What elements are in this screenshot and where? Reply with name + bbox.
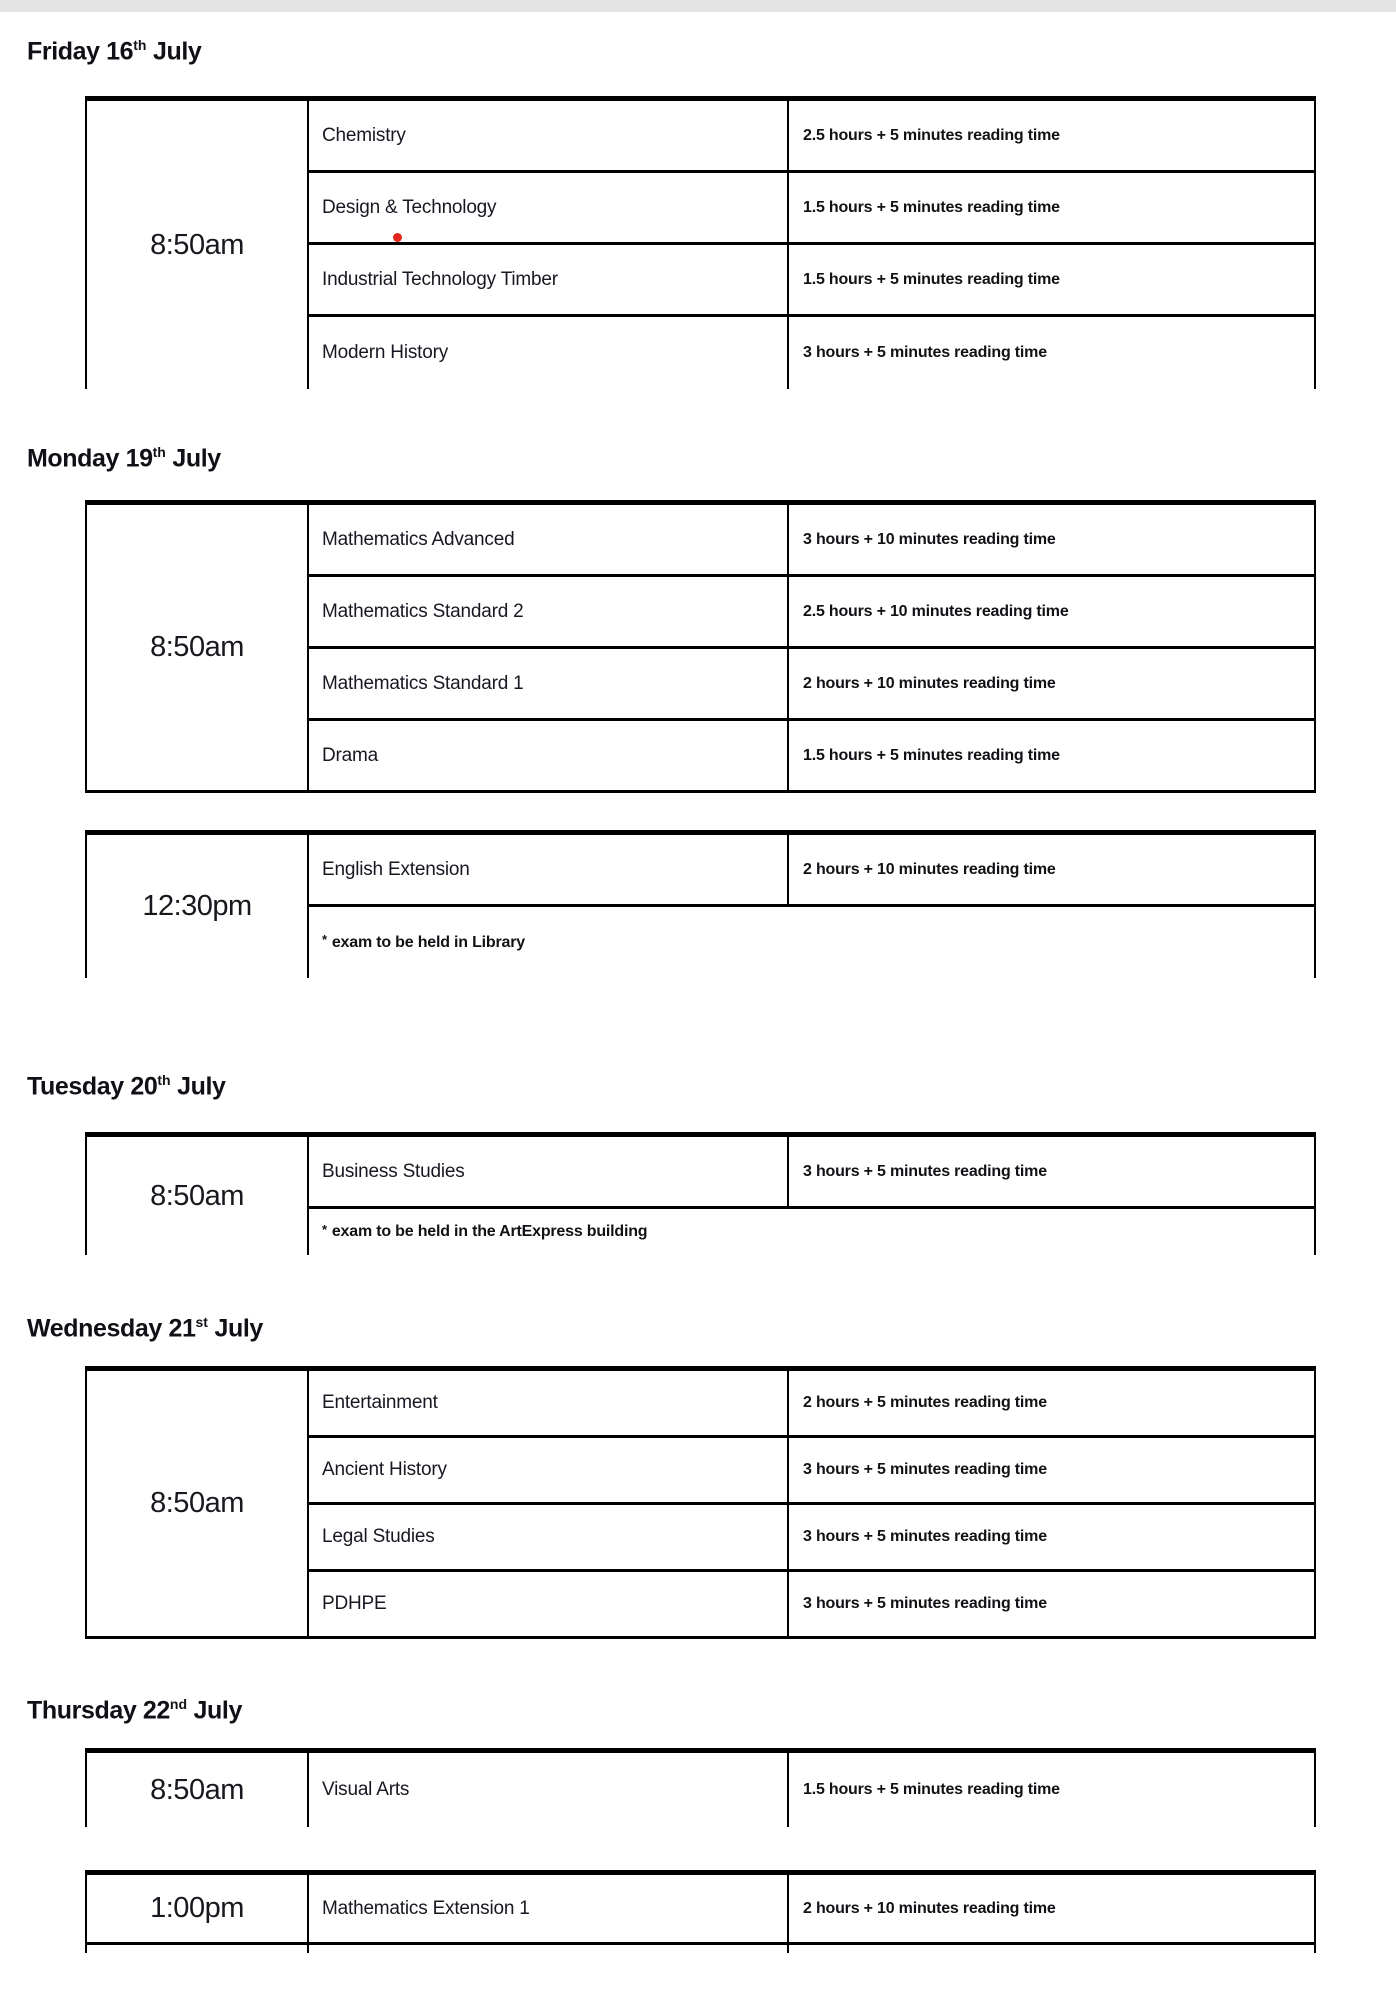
exam-time: 8:50am — [87, 505, 309, 793]
exam-time: 8:50am — [87, 1753, 309, 1827]
clipped-row-stub — [309, 1945, 789, 1953]
exam-duration: 2 hours + 10 minutes reading time — [789, 835, 1314, 907]
exam-duration: 2 hours + 5 minutes reading time — [789, 1371, 1314, 1438]
exam-subject — [309, 173, 789, 245]
exam-duration: 2.5 hours + 10 minutes reading time — [789, 577, 1314, 649]
exam-duration: 1.5 hours + 5 minutes reading time — [789, 1753, 1314, 1827]
exam-subject-label: Legal Studies — [322, 1526, 435, 1547]
exam-subject-label: Mathematics Extension 1 — [322, 1897, 530, 1919]
day-heading — [27, 1072, 226, 1101]
exam-duration: 2.5 hours + 5 minutes reading time — [789, 101, 1314, 173]
heading-month: July — [152, 37, 202, 66]
heading-date: 19 — [125, 444, 153, 473]
heading-month: July — [193, 1696, 242, 1725]
exam-subject-label: English Extension — [322, 858, 470, 880]
red-asterisk-marker — [393, 233, 402, 242]
exam-duration: 3 hours + 5 minutes reading time — [789, 1137, 1314, 1209]
exam-subject — [309, 577, 789, 649]
exam-subject-label: Mathematics Standard 1 — [322, 672, 524, 694]
exam-subject — [309, 835, 789, 907]
page-top-edge — [0, 0, 1396, 12]
footnote-star: * — [322, 932, 327, 947]
day-heading — [27, 1696, 242, 1725]
exam-duration: 3 hours + 5 minutes reading time — [789, 1438, 1314, 1505]
exam-subject-label: PDHPE — [322, 1593, 387, 1614]
heading-date: 22 — [142, 1696, 170, 1725]
exam-subject-label: Mathematics Advanced — [322, 528, 515, 550]
exam-subject-label: Design & Technology — [322, 196, 497, 218]
exam-session-table — [85, 96, 1316, 389]
heading-day: Thursday — [27, 1696, 137, 1725]
exam-subject — [309, 317, 789, 389]
exam-session-table — [85, 1366, 1316, 1639]
exam-subject-label: Chemistry — [322, 124, 406, 146]
heading-date: 20 — [130, 1072, 158, 1101]
exam-subject-label: Entertainment — [322, 1392, 438, 1413]
day-heading — [27, 37, 201, 66]
exam-session-table — [85, 500, 1316, 793]
exam-subject — [309, 1572, 789, 1639]
heading-date: 16 — [106, 37, 134, 66]
exam-time: 8:50am — [87, 1137, 309, 1255]
exam-subject — [309, 505, 789, 577]
heading-day: Friday — [27, 37, 100, 66]
footnote-text: exam to be held in the ArtExpress building — [331, 1223, 648, 1240]
exam-duration: 1.5 hours + 5 minutes reading time — [789, 173, 1314, 245]
exam-subject — [309, 245, 789, 317]
exam-duration: 3 hours + 5 minutes reading time — [789, 317, 1314, 389]
exam-subject-label: Industrial Technology Timber — [322, 268, 558, 290]
exam-subject — [309, 649, 789, 721]
heading-ordinal: th — [133, 37, 147, 53]
day-heading — [27, 444, 221, 473]
exam-session-table — [85, 830, 1316, 978]
exam-subject — [309, 1371, 789, 1438]
exam-duration: 2 hours + 10 minutes reading time — [789, 649, 1314, 721]
exam-subject — [309, 721, 789, 793]
exam-subject-label: Ancient History — [322, 1459, 447, 1480]
exam-time: 12:30pm — [87, 835, 309, 978]
exam-time: 1:00pm — [87, 1875, 309, 1945]
exam-duration: 1.5 hours + 5 minutes reading time — [789, 245, 1314, 317]
exam-session-table — [85, 1132, 1316, 1255]
exam-footnote — [309, 1209, 1314, 1255]
exam-subject — [309, 1137, 789, 1209]
exam-session-table — [85, 1748, 1316, 1827]
clipped-row-stub — [789, 1945, 1314, 1953]
exam-duration: 3 hours + 5 minutes reading time — [789, 1572, 1314, 1639]
footnote-star: * — [322, 1221, 327, 1237]
heading-day: Monday — [27, 444, 120, 473]
exam-subject-label: Visual Arts — [322, 1779, 410, 1800]
heading-ordinal: th — [157, 1072, 171, 1088]
exam-subject-label: Business Studies — [322, 1160, 465, 1182]
day-heading — [27, 1314, 263, 1343]
exam-subject-label: Modern History — [322, 342, 449, 363]
heading-month: July — [172, 444, 221, 473]
heading-month: July — [214, 1314, 263, 1343]
heading-day: Wednesday — [27, 1314, 162, 1343]
heading-date: 21 — [168, 1314, 196, 1343]
heading-ordinal: th — [152, 444, 166, 460]
exam-subject — [309, 1438, 789, 1505]
exam-subject — [309, 1753, 789, 1827]
exam-duration: 2 hours + 10 minutes reading time — [789, 1875, 1314, 1945]
exam-subject-label: Mathematics Standard 2 — [322, 600, 524, 622]
clipped-row-stub — [87, 1945, 309, 1953]
exam-subject — [309, 1505, 789, 1572]
heading-day: Tuesday — [27, 1072, 124, 1101]
exam-duration: 3 hours + 5 minutes reading time — [789, 1505, 1314, 1572]
heading-ordinal: st — [195, 1314, 208, 1330]
exam-duration: 3 hours + 10 minutes reading time — [789, 505, 1314, 577]
footnote-text: exam to be held in Library — [331, 933, 525, 951]
heading-month: July — [177, 1072, 226, 1101]
exam-footnote — [309, 907, 1314, 978]
exam-subject — [309, 101, 789, 173]
exam-session-table — [85, 1870, 1316, 1953]
exam-time: 8:50am — [87, 1371, 309, 1639]
exam-duration: 1.5 hours + 5 minutes reading time — [789, 721, 1314, 793]
exam-subject-label: Drama — [322, 744, 379, 766]
exam-subject — [309, 1875, 789, 1945]
exam-time: 8:50am — [87, 101, 309, 389]
heading-ordinal: nd — [169, 1696, 187, 1712]
